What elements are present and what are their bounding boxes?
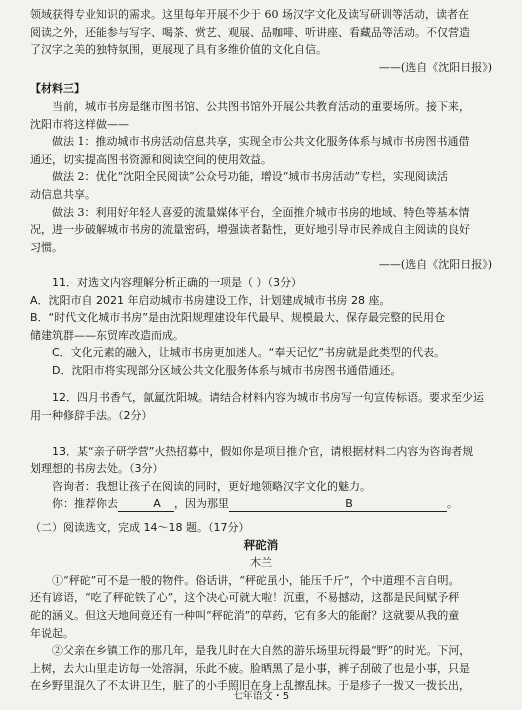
source-citation: ——(选自《沈阳日报》) (378, 60, 492, 74)
text-line: 阅读之外，还能参与写字、喝茶、赏艺、观展、品咖啡、听讲座、看藏品等活动。不仅营造 (30, 25, 470, 39)
article-title: 秤砣消 (243, 537, 279, 552)
source-citation: ——(选自《沈阳日报》) (378, 258, 492, 272)
option-c: C．文化元素的融入，让城市书房更加迷人。“奉天记忆”书房就是此类型的代表。 (52, 346, 446, 360)
text-line: ②父亲在乡镇工作的那几年，是我儿时在大自然的游乐场里玩得最“野”的时光。下河， (52, 644, 471, 658)
text-line: 领域获得专业知识的需求。这里每年开展不少于 60 场汉字文化及读写研训等活动，读者在 (30, 8, 469, 21)
section-2 (30, 519, 492, 695)
question-stem: 13．某“亲子研学营”火热招募中，假如你是项目推介官，请根据材料二内容为咨询者规 (52, 444, 474, 458)
blank-a[interactable]: A (118, 497, 174, 512)
blank-b[interactable]: B (229, 497, 447, 512)
question-stem: 11．对选文内容理解分析正确的一项是（ ）（3分） (52, 275, 302, 289)
text-line: 沈阳市将这样做—— (30, 117, 129, 131)
option-a: A．沈阳市自 2021 年启动城市书房建设工作，计划建成城市书房 28 座。 (30, 293, 391, 307)
answer-space (30, 425, 492, 443)
text-line: 在乡野里混久了不太讲卫生，脏了的小手照旧在身上乱擦乱抹。于是疹子一拨又一拨长出， (30, 679, 470, 693)
question-13 (30, 443, 492, 513)
answer-end: 。 (447, 497, 458, 511)
answer-space (30, 379, 492, 389)
text-line: 做法 2：优化“沈阳全民阅读”公众号功能，增设“城市书房活动”专栏，实现阅读活 (52, 170, 448, 184)
text-line: 还有谚语，“吃了秤砣铁了心”，这个决心可就大啦！沉重，不易撼动，这都是民间赋予秤 (30, 591, 460, 605)
option-b-cont: 储建筑群——东贸库改造而成。 (30, 328, 184, 342)
page-footer: 七年语文・5 (232, 691, 290, 703)
question-stem-cont: 划理想的书房去处。（3分） (30, 462, 164, 476)
text-line: 砣的涵义。但这天地间竟还有一种叫“秤砣消”的草药，它有多大的能耐？这就要从我的童 (30, 609, 460, 622)
section-heading: （二）阅读选文，完成 14～18 题。（17分） (30, 521, 250, 535)
question-stem-cont: 用一种修辞手法。（2分） (30, 409, 153, 423)
answer-line (30, 495, 492, 513)
text-line: 年说起。 (30, 626, 74, 640)
option-b: B．“时代文化城市书房”是由沈阳规理建设年代最早、规模最大、保存最完整的民用仓 (30, 311, 445, 325)
material3 (30, 80, 492, 274)
text-line: 况，进一步破解城市书房的流量密码，增强读者黏性，更好地引导市民养成自主阅读的良好 (30, 223, 470, 237)
consultant-line: 咨询者：我想让孩子在阅读的同时，更好地领略汉字文化的魅力。 (52, 479, 371, 493)
answer-prefix: 你：推荐你去 (52, 497, 118, 511)
material2-tail (30, 6, 492, 76)
question-stem: 12．四月书香气，氤氲沈阳城。请结合材料内容为城市书房写一句宣传标语。要求至少运 (52, 391, 484, 405)
text-line: 动信息共享。 (30, 187, 96, 201)
question-12 (30, 389, 492, 424)
text-line: 上树，去大山里走访每一处溶洞，乐此不疲。脸晒黑了是小事，裤子刮破了也是小事，只是 (30, 661, 470, 675)
text-line: 习惯。 (30, 240, 63, 254)
text-line: 当前，城市书房是继市图书馆、公共图书馆外开展公共教育活动的重要场所。接下来， (52, 99, 470, 113)
text-line: 做法 1：推动城市书房活动信息共享，实现全市公共文化服务体系与城市书房图书通借 (52, 135, 470, 149)
text-line: 通还，切实提高图书资源和阅读空间的使用效益。 (30, 152, 272, 166)
text-line: 了汉字之美的独特氛围，更展现了具有多维价值的文化自信。 (30, 43, 327, 57)
answer-mid: ，因为那里 (174, 497, 229, 511)
question-11 (30, 274, 492, 380)
material3-heading: 【材料三】 (30, 82, 85, 96)
text-line: ①“秤砣”可不是一般的物件。俗话讲，“秤砣虽小，能压千斤”，个中道理不言自明。 (52, 573, 460, 587)
option-d: D．沈阳市将实现部分区域公共文化服务体系与城市书房图书通借通还。 (52, 363, 402, 377)
text-line: 做法 3：利用好年轻人喜爱的流量媒体平台，全面推介城市书房的地域、特色等基本情 (52, 205, 470, 219)
article-author: 木兰 (250, 556, 272, 570)
